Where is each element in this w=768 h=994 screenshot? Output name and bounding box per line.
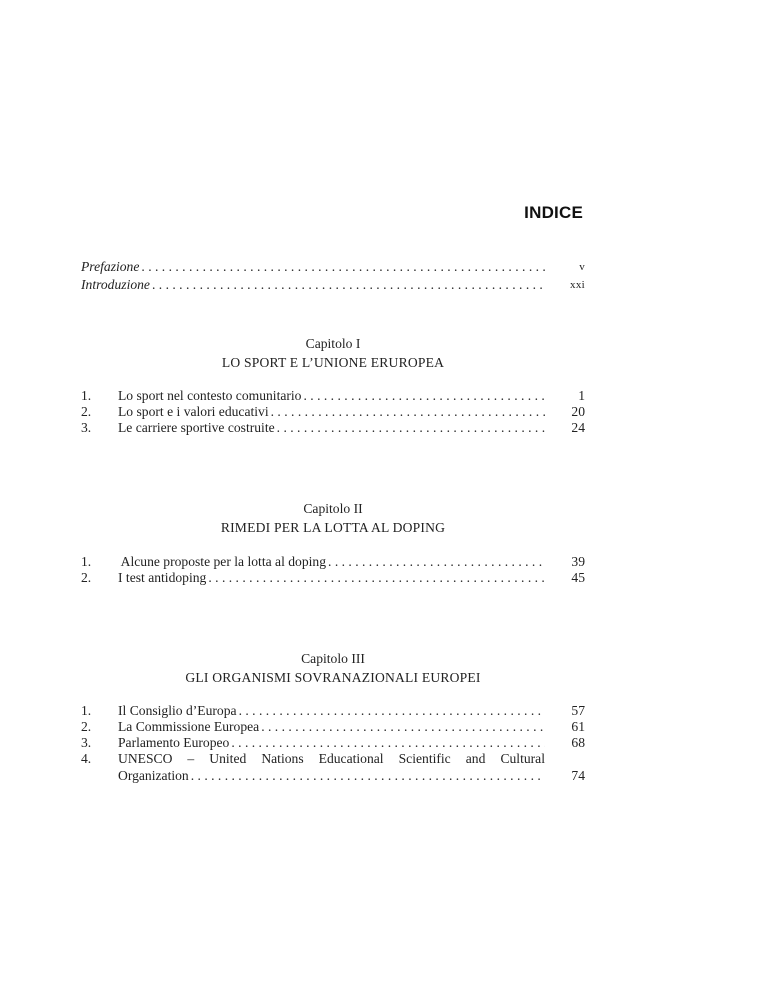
- leader-dots: [141, 259, 545, 275]
- toc-entry-page: 20: [571, 404, 585, 419]
- leader-dots: [271, 404, 545, 420]
- toc-entry-introduzione[interactable]: [81, 277, 585, 293]
- leader-dots: [208, 570, 545, 586]
- toc-entry-label-line1: UNESCO – United Nations Educational Scientific and Cultural: [118, 751, 545, 766]
- toc-entry-number: 1.: [81, 554, 92, 569]
- toc-entry-label: La Commissione Europea: [118, 719, 260, 734]
- toc-entry-page: 61: [571, 719, 585, 734]
- leader-dots: [303, 388, 545, 404]
- toc-entry[interactable]: [81, 570, 585, 586]
- toc-entry[interactable]: [81, 554, 585, 570]
- toc-entry[interactable]: [81, 735, 585, 751]
- toc-entry[interactable]: [81, 768, 585, 784]
- leader-dots: [261, 719, 545, 735]
- toc-entry-page: 57: [571, 703, 585, 718]
- toc-entry-number: 3.: [81, 420, 92, 435]
- toc-entry-number: 4.: [81, 751, 92, 766]
- toc-entry-label: Lo sport nel contesto comunitario: [118, 388, 302, 403]
- chapter-label: Capitolo II: [303, 501, 363, 516]
- toc-entry-page: 74: [571, 768, 585, 783]
- toc-entry-label: Il Consiglio d’Europa: [118, 703, 237, 718]
- chapter-title: RIMEDI PER LA LOTTA AL DOPING: [220, 520, 446, 535]
- leader-dots: [231, 735, 545, 751]
- toc-entry-page: 39: [571, 554, 585, 569]
- toc-entry[interactable]: [81, 719, 585, 735]
- chapter-title: GLI ORGANISMI SOVRANAZIONALI EUROPEI: [185, 670, 481, 685]
- toc-entry-page: xxi: [570, 279, 585, 291]
- toc-entry-label-line2: Organization: [118, 768, 189, 783]
- toc-entry[interactable]: [81, 703, 585, 719]
- page-title: INDICE: [524, 203, 583, 222]
- leader-dots: [152, 277, 545, 293]
- leader-dots: [191, 768, 545, 784]
- toc-entry[interactable]: [81, 388, 585, 404]
- toc-entry-label: Lo sport e i valori educativi: [118, 404, 269, 419]
- toc-entry-number: 1.: [81, 703, 92, 718]
- toc-entry-label: Introduzione: [81, 277, 150, 292]
- toc-entry-label: Parlamento Europeo: [118, 735, 230, 750]
- toc-entry-number: 2.: [81, 570, 92, 585]
- toc-entry-label: I test antidoping: [118, 570, 207, 585]
- toc-entry[interactable]: [81, 404, 585, 420]
- toc-entry-label: Alcune proposte per la lotta al doping: [118, 554, 327, 569]
- chapter-title: LO SPORT E L’UNIONE ERUROPEA: [221, 355, 445, 370]
- leader-dots: [277, 420, 545, 436]
- toc-entry-number: 2.: [81, 719, 92, 734]
- toc-entry-prefazione[interactable]: [81, 259, 585, 275]
- toc-entry-page: 1: [578, 388, 585, 403]
- toc-entry-number: 3.: [81, 735, 92, 750]
- leader-dots: [239, 703, 545, 719]
- toc-entry-page: v: [579, 261, 585, 273]
- chapter-label: Capitolo III: [301, 651, 365, 666]
- toc-entry-label: Prefazione: [81, 259, 140, 274]
- toc-entry-number: 2.: [81, 404, 92, 419]
- toc-entry-page: 68: [571, 735, 585, 750]
- chapter-label: Capitolo I: [305, 336, 361, 351]
- toc-entry-label: Le carriere sportive costruite: [118, 420, 275, 435]
- toc-entry-page: 24: [571, 420, 585, 435]
- leader-dots: [328, 554, 545, 570]
- toc-entry-page: 45: [571, 570, 585, 585]
- toc-entry-number: 1.: [81, 388, 92, 403]
- toc-entry[interactable]: [81, 420, 585, 436]
